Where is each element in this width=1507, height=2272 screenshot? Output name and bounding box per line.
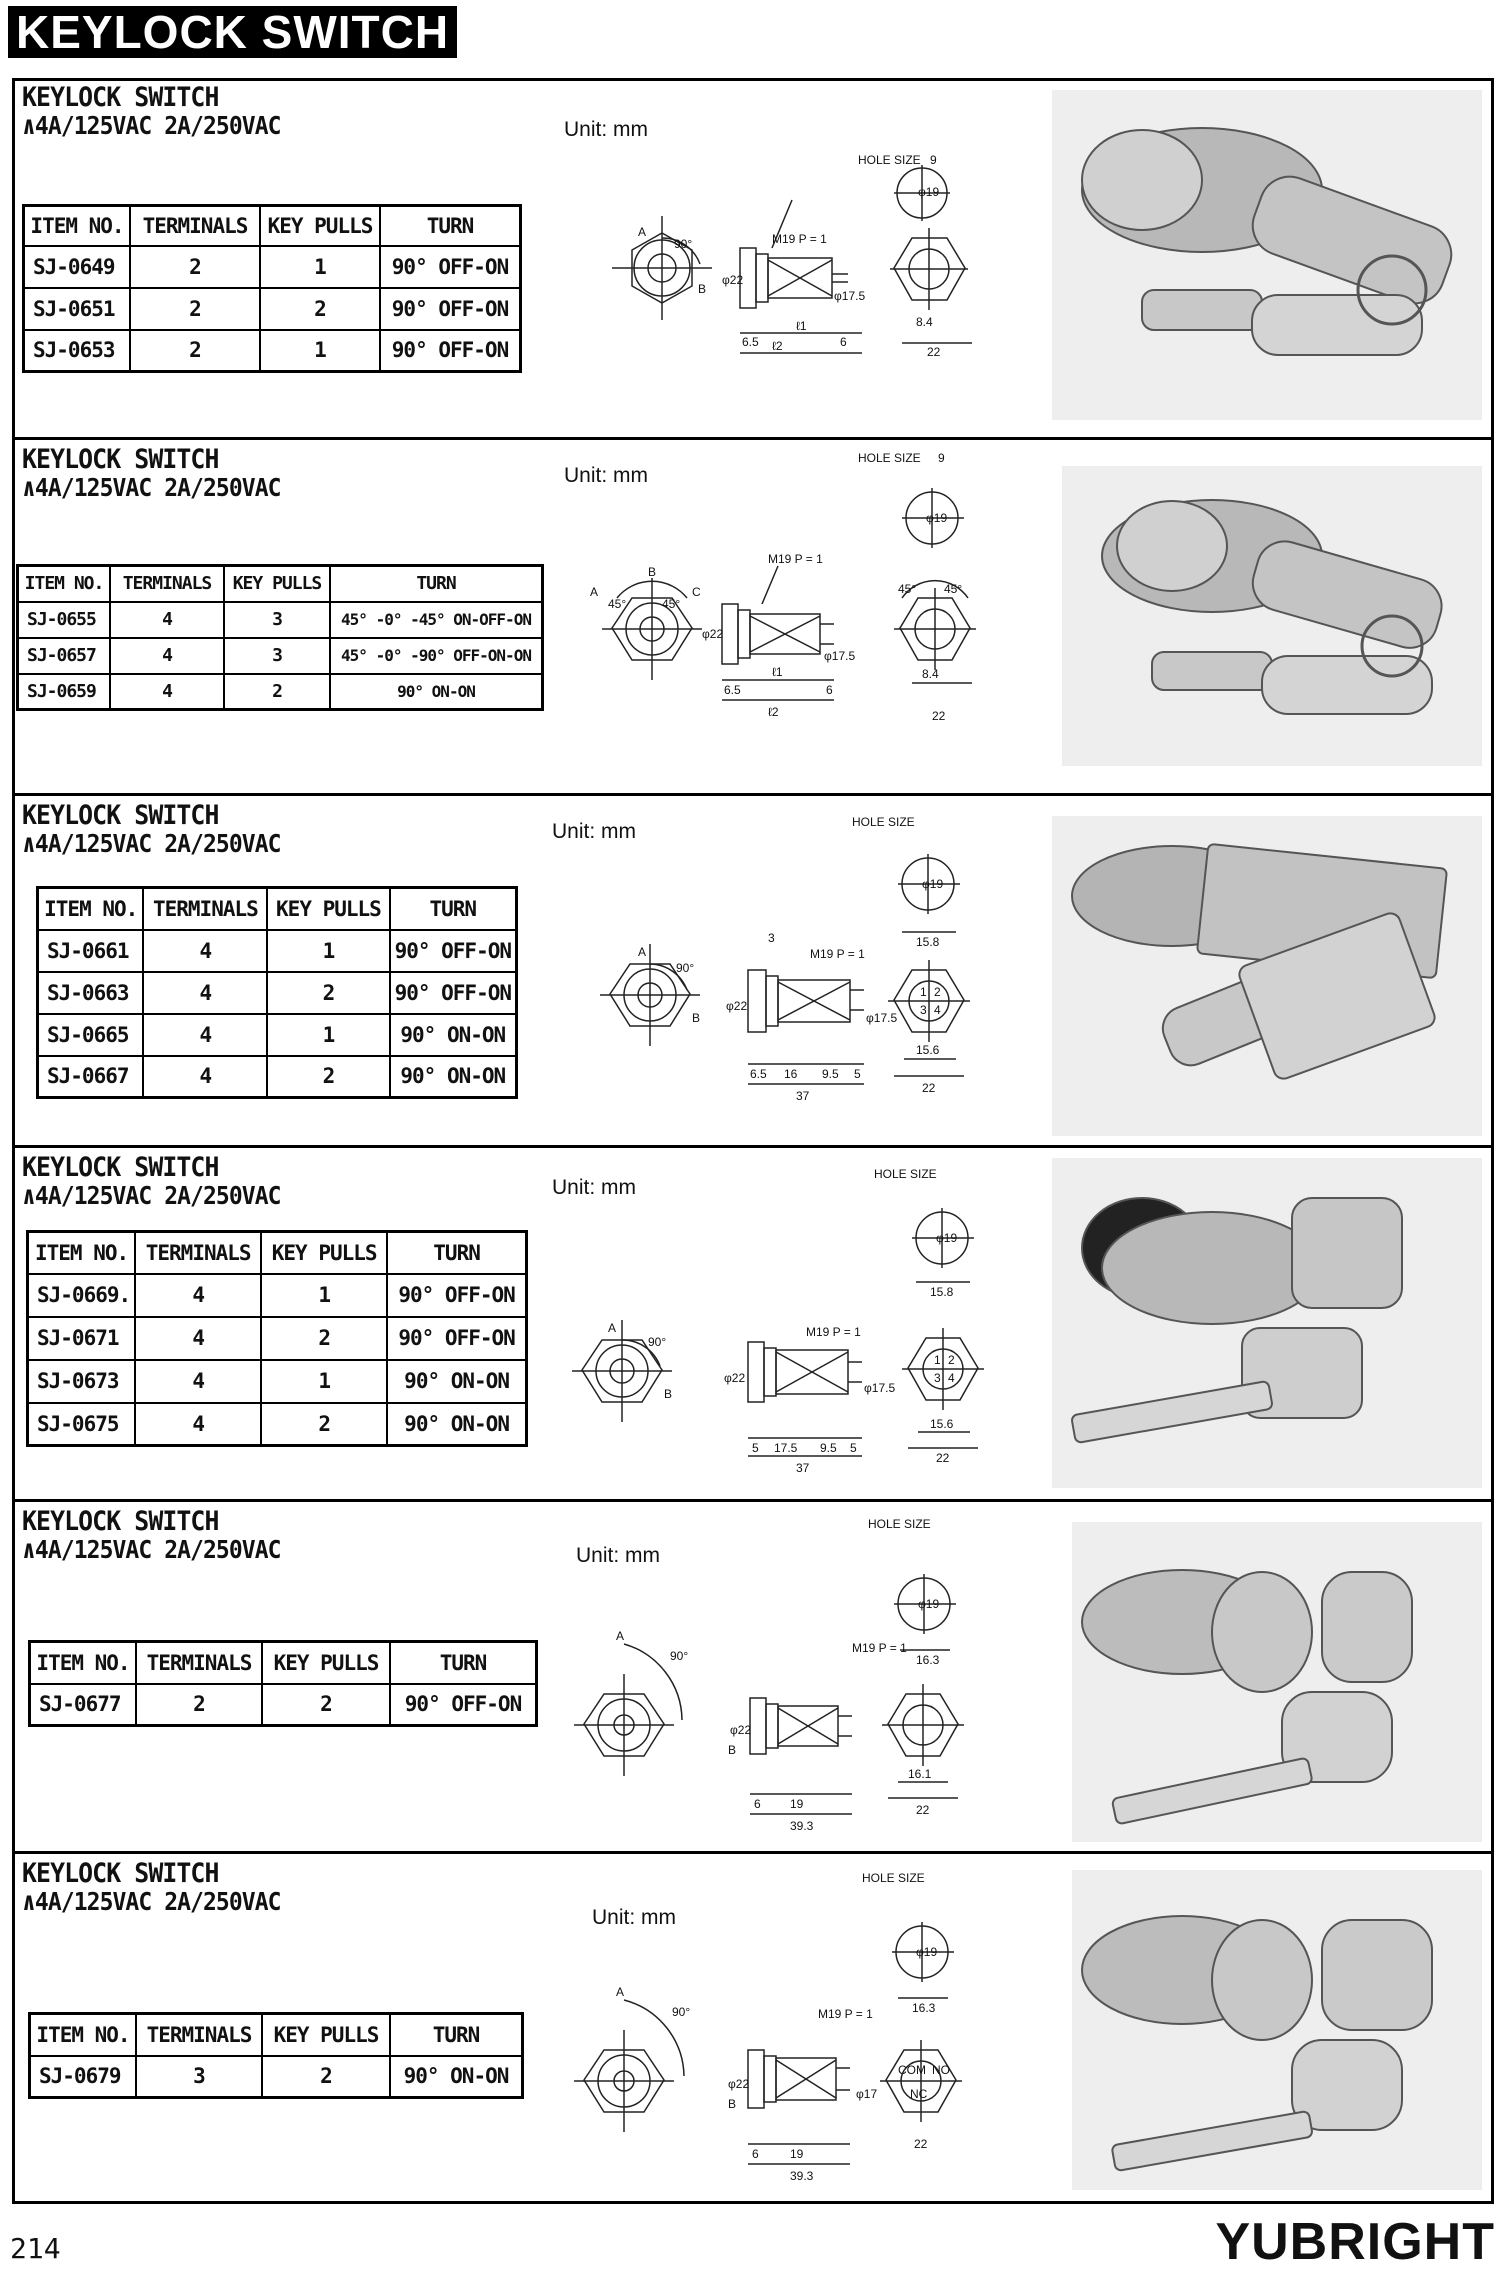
dim-label: φ19: [922, 877, 944, 891]
key-pulls: 2: [261, 1317, 387, 1360]
item-no: SJ-0677: [30, 1684, 137, 1726]
terminals: 4: [135, 1274, 261, 1317]
dim-label: 2: [934, 985, 941, 999]
dim-label: M19 P = 1: [818, 2007, 873, 2021]
col-key-pulls: KEY PULLS: [260, 206, 380, 246]
dimension-drawing: [572, 1510, 1042, 1850]
key-pulls: 3: [224, 602, 330, 638]
key-pulls: 1: [267, 930, 389, 972]
terminals: 4: [135, 1317, 261, 1360]
turn: 90° OFF-ON: [390, 930, 517, 972]
col-key-pulls: KEY PULLS: [262, 2014, 390, 2056]
terminals: 2: [130, 330, 260, 372]
terminals: 4: [143, 930, 267, 972]
dim-label: 3: [920, 1003, 927, 1017]
dim-label: 22: [914, 2137, 928, 2151]
table-header-row: [24, 206, 521, 246]
dim-label: ℓ2: [768, 705, 779, 719]
turn: 90° OFF-ON: [380, 246, 521, 288]
col-turn: TURN: [390, 2014, 523, 2056]
page-number: 214: [10, 2232, 61, 2265]
product-photo: [1072, 1522, 1482, 1842]
dim-label: 45°: [944, 582, 963, 596]
dim-label: M19 P = 1: [768, 552, 823, 566]
spec-table: [28, 2012, 524, 2099]
dim-label: φ22: [722, 273, 744, 287]
key-pulls: 2: [260, 288, 380, 330]
unit-label: Unit: mm: [552, 1176, 636, 1199]
table-row: [28, 1274, 527, 1317]
dim-label: 6: [840, 335, 847, 349]
dim-label: A: [616, 1985, 625, 1999]
dim-label: NC: [910, 2087, 928, 2101]
dim-label: C: [692, 585, 701, 599]
section-title: KEYLOCK SWITCH: [22, 1506, 219, 1537]
dim-label: 4: [934, 1003, 941, 1017]
turn: 90° ON-ON: [387, 1360, 526, 1403]
terminals: 4: [143, 972, 267, 1014]
spec-table: [28, 1640, 538, 1727]
terminals: 4: [135, 1360, 261, 1403]
terminals: 2: [136, 1684, 262, 1726]
dim-label: M19 P = 1: [772, 232, 827, 246]
dim-label: M19 P = 1: [806, 1325, 861, 1339]
dim-label: A: [638, 225, 647, 239]
table-header-row: [30, 2014, 523, 2056]
dim-label: ℓ2: [772, 339, 783, 353]
dimension-drawing: [572, 804, 1042, 1144]
dim-label: 3: [934, 1371, 941, 1385]
table-row: [38, 1014, 517, 1056]
terminals: 4: [135, 1403, 261, 1446]
col-item-no: ITEM NO.: [38, 888, 144, 930]
product-photo: [1052, 1158, 1482, 1488]
section-title: KEYLOCK SWITCH: [22, 444, 219, 475]
dim-label: A: [608, 1321, 617, 1335]
dim-label: 90°: [672, 2005, 691, 2019]
dim-label: M19 P = 1: [852, 1641, 907, 1655]
product-photo: [1062, 466, 1482, 766]
dim-label: φ19: [918, 185, 940, 199]
col-item-no: ITEM NO.: [28, 1232, 136, 1274]
table-row: [24, 288, 521, 330]
dim-label: 19: [790, 2147, 804, 2161]
item-no: SJ-0673: [28, 1360, 136, 1403]
item-no: SJ-0651: [24, 288, 131, 330]
item-no: SJ-0665: [38, 1014, 144, 1056]
terminals: 4: [110, 674, 224, 710]
dim-label: HOLE SIZE: [868, 1517, 931, 1531]
item-no: SJ-0663: [38, 972, 144, 1014]
dim-label: B: [692, 1011, 701, 1025]
product-photo: [1052, 90, 1482, 420]
dim-label: 9.5: [822, 1067, 839, 1081]
dim-label: 6.5: [750, 1067, 767, 1081]
col-key-pulls: KEY PULLS: [267, 888, 389, 930]
turn: 90° OFF-ON: [387, 1274, 526, 1317]
key-pulls: 1: [260, 330, 380, 372]
dim-label: HOLE SIZE: [862, 1871, 925, 1885]
col-turn: TURN: [380, 206, 521, 246]
product-section-3: [12, 796, 1494, 1148]
brand-logo: YUBRIGHT: [1215, 2213, 1495, 2271]
section-rating: ∧4A/125VAC 2A/250VAC: [22, 829, 281, 858]
dimension-drawing: [572, 1862, 1042, 2202]
dim-label: 1: [934, 1353, 941, 1367]
key-pulls: 1: [261, 1360, 387, 1403]
turn: 90° ON-ON: [387, 1403, 526, 1446]
key-pulls: 1: [260, 246, 380, 288]
dim-label: 15.6: [916, 1043, 940, 1057]
dim-label: φ17: [856, 2087, 878, 2101]
terminals: 4: [143, 1056, 267, 1098]
dim-label: 1: [920, 985, 927, 999]
dim-label: 16.3: [912, 2001, 936, 2015]
col-terminals: TERMINALS: [136, 2014, 262, 2056]
key-pulls: 2: [224, 674, 330, 710]
dim-label: 22: [936, 1451, 950, 1465]
dim-label: A: [590, 585, 599, 599]
turn: 90° ON-ON: [390, 2056, 523, 2098]
dim-label: 22: [932, 709, 946, 723]
dim-label: 37: [796, 1089, 810, 1103]
key-pulls: 2: [262, 1684, 390, 1726]
dim-label: 9: [930, 153, 937, 167]
col-turn: TURN: [390, 888, 517, 930]
dim-label: 6: [754, 1797, 761, 1811]
product-section-4: [12, 1148, 1494, 1502]
dim-label: 8.4: [916, 315, 933, 329]
dim-label: B: [648, 565, 657, 579]
col-terminals: TERMINALS: [136, 1642, 262, 1684]
col-terminals: TERMINALS: [130, 206, 260, 246]
dim-label: 19: [790, 1797, 804, 1811]
dim-label: φ19: [916, 1945, 938, 1959]
table-row: [30, 1684, 537, 1726]
turn: 90° OFF-ON: [380, 288, 521, 330]
turn: 90° OFF-ON: [390, 1684, 537, 1726]
dim-label: 45°: [898, 582, 917, 596]
dim-label: 17.5: [774, 1441, 798, 1455]
dim-label: M19 P = 1: [810, 947, 865, 961]
table-row: [38, 930, 517, 972]
spec-table: [22, 204, 522, 373]
product-section-2: [12, 440, 1494, 796]
unit-label: Unit: mm: [552, 820, 636, 843]
col-item-no: ITEM NO.: [30, 1642, 137, 1684]
dim-label: φ17.5: [834, 289, 866, 303]
dim-label: φ17.5: [824, 649, 856, 663]
dim-label: 90°: [676, 961, 695, 975]
dim-label: φ17.5: [864, 1381, 896, 1395]
table-header-row: [18, 566, 543, 602]
dim-label: NO: [932, 2063, 950, 2077]
unit-label: Unit: mm: [564, 118, 648, 141]
section-title: KEYLOCK SWITCH: [22, 82, 219, 113]
table-row: [30, 2056, 523, 2098]
dim-label: 2: [948, 1353, 955, 1367]
dim-label: 6: [826, 683, 833, 697]
dim-label: φ22: [728, 2077, 750, 2091]
table-row: [18, 638, 543, 674]
dimension-drawing: [552, 1156, 1032, 1496]
turn: 90° OFF-ON: [380, 330, 521, 372]
dim-label: 15.6: [930, 1417, 954, 1431]
key-pulls: 2: [267, 972, 389, 1014]
dim-label: A: [616, 1629, 625, 1643]
dim-label: 3: [768, 931, 775, 945]
dim-label: HOLE SIZE: [858, 451, 921, 465]
dim-label: B: [728, 2097, 737, 2111]
table-row: [28, 1360, 527, 1403]
table-row: [18, 602, 543, 638]
table-row: [38, 1056, 517, 1098]
table-row: [18, 674, 543, 710]
section-title: KEYLOCK SWITCH: [22, 1152, 219, 1183]
product-section-1: [12, 78, 1494, 440]
turn: 90° OFF-ON: [390, 972, 517, 1014]
dim-label: B: [664, 1387, 673, 1401]
dim-label: 37: [796, 1461, 810, 1475]
terminals: 3: [136, 2056, 262, 2098]
dim-label: 9.5: [820, 1441, 837, 1455]
dim-label: 16.1: [908, 1767, 932, 1781]
col-item-no: ITEM NO.: [30, 2014, 137, 2056]
dim-label: 16: [784, 1067, 798, 1081]
dim-label: 6: [752, 2147, 759, 2161]
table-row: [24, 330, 521, 372]
unit-label: Unit: mm: [592, 1906, 676, 1929]
dim-label: 5: [752, 1441, 759, 1455]
dim-label: 22: [927, 345, 941, 359]
col-key-pulls: KEY PULLS: [224, 566, 330, 602]
unit-label: Unit: mm: [576, 1544, 660, 1567]
dim-label: 6.5: [742, 335, 759, 349]
section-title: KEYLOCK SWITCH: [22, 800, 219, 831]
spec-table: [16, 564, 544, 711]
dim-label: 4: [948, 1371, 955, 1385]
dim-label: 90°: [674, 237, 693, 251]
dim-label: A: [638, 945, 647, 959]
dim-label: 90°: [648, 1335, 667, 1349]
dim-label: 5: [850, 1441, 857, 1455]
dim-label: 22: [922, 1081, 936, 1095]
product-section-6: [12, 1854, 1494, 2204]
col-terminals: TERMINALS: [143, 888, 267, 930]
dim-label: 5: [854, 1067, 861, 1081]
dim-label: φ19: [918, 1597, 940, 1611]
terminals: 4: [143, 1014, 267, 1056]
spec-table: [36, 886, 518, 1099]
item-no: SJ-0661: [38, 930, 144, 972]
col-terminals: TERMINALS: [110, 566, 224, 602]
section-rating: ∧4A/125VAC 2A/250VAC: [22, 111, 281, 140]
item-no: SJ-0649: [24, 246, 131, 288]
dim-label: B: [728, 1743, 737, 1757]
col-item-no: ITEM NO.: [24, 206, 131, 246]
turn: 90° ON-ON: [390, 1056, 517, 1098]
table-row: [28, 1317, 527, 1360]
col-item-no: ITEM NO.: [18, 566, 111, 602]
key-pulls: 1: [261, 1274, 387, 1317]
unit-label: Unit: mm: [564, 464, 648, 487]
dim-label: 9: [938, 451, 945, 465]
table-row: [24, 246, 521, 288]
terminals: 4: [110, 638, 224, 674]
item-no: SJ-0675: [28, 1403, 136, 1446]
turn: 45° -0° -45° ON-OFF-ON: [330, 602, 543, 638]
dim-label: φ22: [726, 999, 748, 1013]
dimension-drawing: [572, 448, 1042, 793]
product-photo: [1072, 1870, 1482, 2190]
item-no: SJ-0679: [30, 2056, 137, 2098]
dim-label: φ19: [936, 1231, 958, 1245]
dim-label: HOLE SIZE: [874, 1167, 937, 1181]
item-no: SJ-0667: [38, 1056, 144, 1098]
turn: 90° ON-ON: [390, 1014, 517, 1056]
table-header-row: [38, 888, 517, 930]
item-no: SJ-0659: [18, 674, 111, 710]
dim-label: 6.5: [724, 683, 741, 697]
key-pulls: 3: [224, 638, 330, 674]
dim-label: HOLE SIZE: [858, 153, 921, 167]
dim-label: φ19: [926, 511, 948, 525]
dim-label: B: [698, 282, 707, 296]
turn: 90° OFF-ON: [387, 1317, 526, 1360]
section-rating: ∧4A/125VAC 2A/250VAC: [22, 473, 281, 502]
col-key-pulls: KEY PULLS: [261, 1232, 387, 1274]
dim-label: φ17.5: [866, 1011, 898, 1025]
dim-label: φ22: [724, 1371, 746, 1385]
dim-label: 90°: [670, 1649, 689, 1663]
dim-label: ℓ1: [796, 319, 807, 333]
table-header-row: [28, 1232, 527, 1274]
key-pulls: 2: [267, 1056, 389, 1098]
page-title: KEYLOCK SWITCH: [8, 6, 457, 58]
item-no: SJ-0671: [28, 1317, 136, 1360]
turn: 45° -0° -90° OFF-ON-ON: [330, 638, 543, 674]
dimension-drawing: [572, 88, 1042, 433]
item-no: SJ-0657: [18, 638, 111, 674]
dim-label: 39.3: [790, 2169, 814, 2183]
product-photo: [1052, 816, 1482, 1136]
col-turn: TURN: [330, 566, 543, 602]
section-rating: ∧4A/125VAC 2A/250VAC: [22, 1887, 281, 1916]
dim-label: 45°: [662, 597, 681, 611]
col-turn: TURN: [387, 1232, 526, 1274]
table-header-row: [30, 1642, 537, 1684]
section-rating: ∧4A/125VAC 2A/250VAC: [22, 1181, 281, 1210]
spec-table: [26, 1230, 528, 1447]
col-key-pulls: KEY PULLS: [262, 1642, 390, 1684]
dim-label: 15.8: [930, 1285, 954, 1299]
terminals: 4: [110, 602, 224, 638]
dim-label: 16.3: [916, 1653, 940, 1667]
table-row: [28, 1403, 527, 1446]
dim-label: 8.4: [922, 667, 939, 681]
dim-label: φ22: [702, 627, 724, 641]
dim-label: 15.8: [916, 935, 940, 949]
dim-label: COM: [898, 2063, 926, 2077]
product-section-5: [12, 1502, 1494, 1854]
dim-label: 39.3: [790, 1819, 814, 1833]
terminals: 2: [130, 288, 260, 330]
section-rating: ∧4A/125VAC 2A/250VAC: [22, 1535, 281, 1564]
dim-label: ℓ1: [772, 665, 783, 679]
turn: 90° ON-ON: [330, 674, 543, 710]
table-row: [38, 972, 517, 1014]
item-no: SJ-0669.: [28, 1274, 136, 1317]
dim-label: 22: [916, 1803, 930, 1817]
item-no: SJ-0653: [24, 330, 131, 372]
item-no: SJ-0655: [18, 602, 111, 638]
key-pulls: 2: [261, 1403, 387, 1446]
dim-label: 45°: [608, 597, 627, 611]
terminals: 2: [130, 246, 260, 288]
col-terminals: TERMINALS: [135, 1232, 261, 1274]
col-turn: TURN: [390, 1642, 537, 1684]
key-pulls: 2: [262, 2056, 390, 2098]
key-pulls: 1: [267, 1014, 389, 1056]
dim-label: φ22: [730, 1723, 752, 1737]
section-title: KEYLOCK SWITCH: [22, 1858, 219, 1889]
dim-label: HOLE SIZE: [852, 815, 915, 829]
